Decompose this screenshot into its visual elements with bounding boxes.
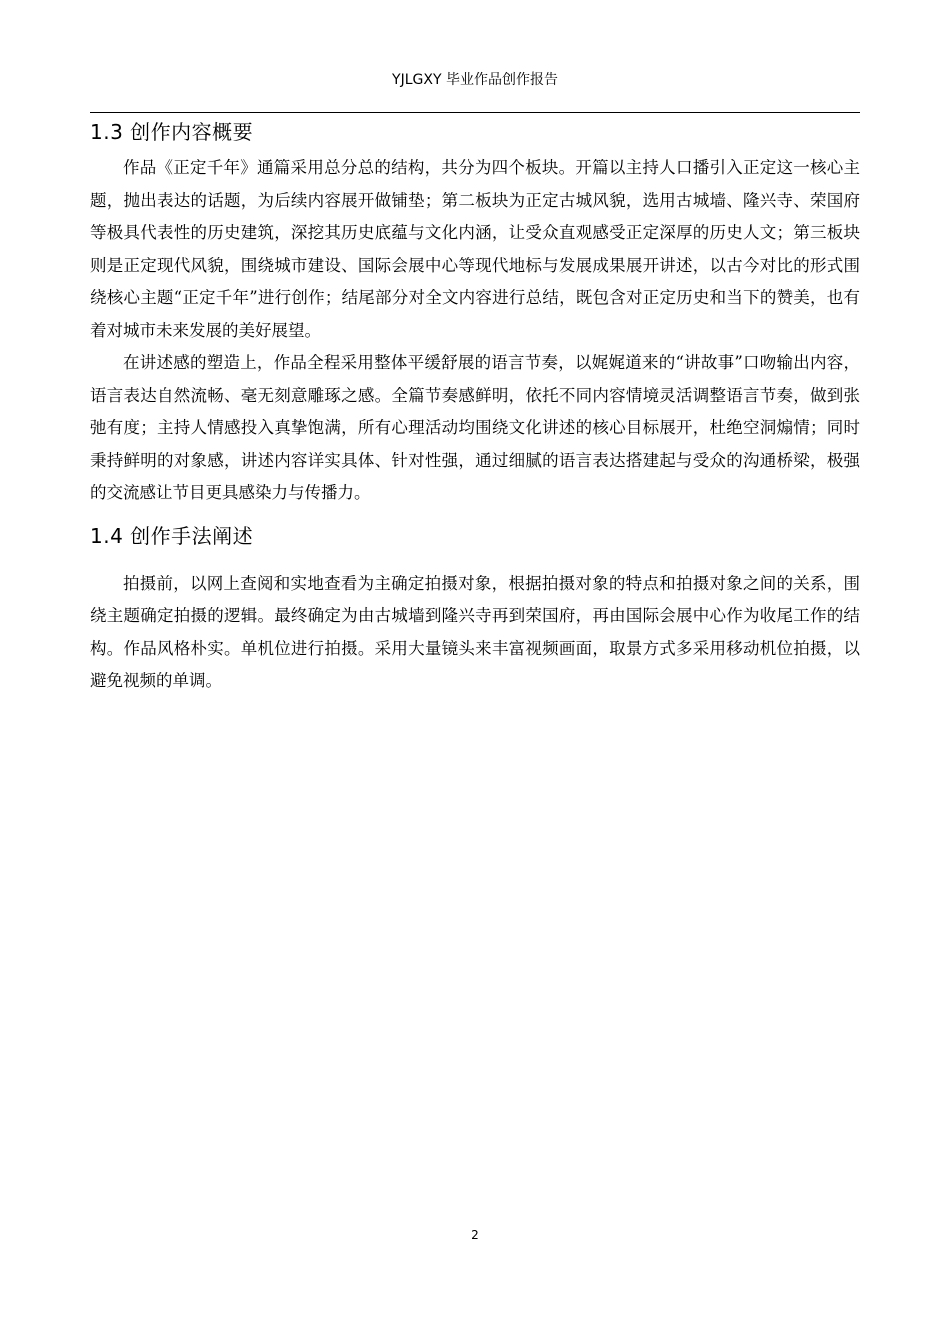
paragraph-1-3-a: 作品《正定千年》通篇采用总分总的结构，共分为四个板块。开篇以主持人口播引入正定这一核心主题，抛出表达的话题，为后续内容展开做铺垫；第二板块为正定古城风貌，选用古城墙、隆兴寺、荣国府等极具代表性的历史建筑，深挖其历史底蕴与文化内涵，让受众直观感受正定深厚的历史人文；第三板块则是正定现代风貌，围绕城市建设、国际会展中心等现代地标与发展成果展开讲述，以古今对比的形式围绕核心主题“正定千年”进行创作；结尾部分对全文内容进行总结，既包含对正定历史和当下的赞美，也有着对城市未来发展的美好展望。 [90, 158, 860, 340]
section-heading-1-4: 1.4 创作手法阐述 [90, 523, 254, 548]
page-number: 2 [471, 1228, 479, 1242]
paragraph-1-3-b: 在讲述感的塑造上，作品全程采用整体平缓舒展的语言节奏，以娓娓道来的“讲故事”口吻输出内容，语言表达自然流畅、毫无刻意雕琢之感。全篇节奏感鲜明，依托不同内容情境灵活调整语言节奏，做到张弛有度；主持人情感投入真挚饱满，所有心理活动均围绕文化讲述的核心目标展开，杜绝空洞煽情；同时秉持鲜明的对象感，讲述内容详实具体、针对性强，通过细腻的语言表达搭建起与受众的沟通桥梁，极强的交流感让节目更具感染力与传播力。 [90, 353, 860, 502]
page-body [90, 112, 860, 698]
paragraph-1-4-a: 拍摄前，以网上查阅和实地查看为主确定拍摄对象，根据拍摄对象的特点和拍摄对象之间的关系，围绕主题确定拍摄的逻辑。最终确定为由古城墙到隆兴寺再到荣国府，再由国际会展中心作为收尾工作的结构。作品风格朴实。单机位进行拍摄。采用大量镜头来丰富视频画面，取景方式多采用移动机位拍摄，以避免视频的单调。 [90, 573, 860, 690]
section-heading-1-3: 1.3 创作内容概要 [90, 120, 254, 144]
page-header: YJLGXY 毕业作品创作报告 [392, 72, 558, 88]
